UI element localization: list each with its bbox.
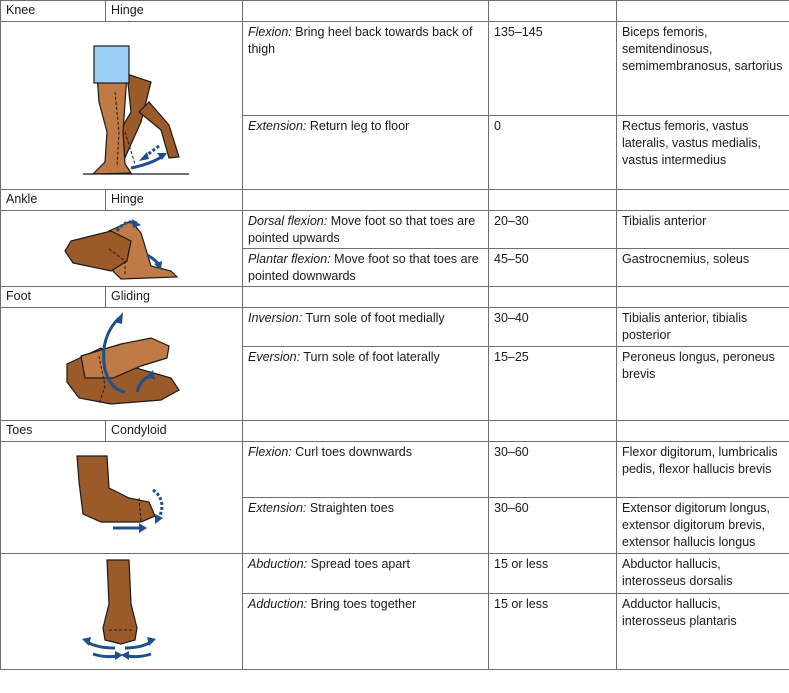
movement-range: 15–25 [489,347,617,421]
movement-row [1,308,789,347]
movement-name: Inversion: [248,311,303,325]
joint-name: Ankle [1,190,106,211]
movement-name: Flexion: [248,445,292,459]
joint-header-row [1,421,789,442]
movement-muscles: Flexor digitorum, lumbricalis pedis, flexor hallucis brevis [617,442,789,498]
joint-header-row [1,1,789,22]
movement-description: Turn sole of foot medially [305,311,445,325]
movement-description: Move foot so that toes are pointed downwards [248,252,479,283]
movement-range: 15 or less [489,554,617,594]
movement-range: 135–145 [489,22,617,116]
toes-abduction-illustration-cell [1,554,243,670]
knee-illustration-cell [1,22,243,190]
movement-description: Bring heel back towards back of thigh [248,25,473,56]
movement-description: Bring toes together [310,597,417,611]
movement-name: Eversion: [248,350,301,364]
toes-flexion-extension-icon [1,442,243,552]
movement-name: Abduction: [248,557,308,571]
joint-type: Hinge [106,1,243,22]
joint-name: Knee [1,1,106,22]
movement-row [1,442,789,498]
movement-muscles: Biceps femoris, semitendinosus, semimembranosus, sartorius [617,22,789,116]
movement-range: 30–60 [489,442,617,498]
joint-name: Toes [1,421,106,442]
movement-name: Adduction: [248,597,308,611]
movement-description: Move foot so that toes are pointed upwards [248,214,476,245]
joint-type: Condyloid [106,421,243,442]
movement-range: 45–50 [489,249,617,287]
movement-range: 20–30 [489,211,617,249]
joint-type: Gliding [106,287,243,308]
movement-row [1,211,789,249]
movement-muscles: Tibialis anterior, tibialis posterior [617,308,789,347]
toes-abduction-adduction-icon [1,554,243,670]
movement-description: Straighten toes [309,501,394,515]
foot-inversion-eversion-icon [1,308,243,421]
movement-description: Turn sole of foot laterally [303,350,440,364]
ankle-illustration-cell [1,211,243,287]
movement-muscles: Extensor digitorum longus, extensor digitorum brevis, extensor hallucis longus [617,498,789,554]
knee-flexion-extension-icon [1,22,243,177]
joint-name: Foot [1,287,106,308]
movement-range: 0 [489,116,617,190]
movement-range: 30–40 [489,308,617,347]
movement-muscles: Tibialis anterior [617,211,789,249]
joint-type: Hinge [106,190,243,211]
movement-muscles: Adductor hallucis, interosseus plantaris [617,594,789,670]
movement-name: Dorsal flexion: [248,214,328,228]
movement-range: 30–60 [489,498,617,554]
movement-muscles: Peroneus longus, peroneus brevis [617,347,789,421]
movement-range: 15 or less [489,594,617,670]
foot-illustration-cell [1,308,243,421]
movement-name: Extension: [248,501,307,515]
movement-name: Flexion: [248,25,292,39]
movement-description: Spread toes apart [310,557,410,571]
ankle-flexion-icon [1,211,243,289]
movement-muscles: Gastrocnemius, soleus [617,249,789,287]
movement-row [1,22,789,116]
movement-name: Extension: [248,119,307,133]
movement-description: Curl toes downwards [295,445,412,459]
movement-muscles: Abductor hallucis, interosseus dorsalis [617,554,789,594]
joint-header-row [1,190,789,211]
toes-illustration-cell [1,442,243,554]
movement-description: Return leg to floor [309,119,410,133]
joint-header-row [1,287,789,308]
movement-muscles: Rectus femoris, vastus lateralis, vastus medialis, vastus intermedius [617,116,789,190]
movement-row [1,554,789,594]
movement-name: Plantar flexion: [248,252,331,266]
